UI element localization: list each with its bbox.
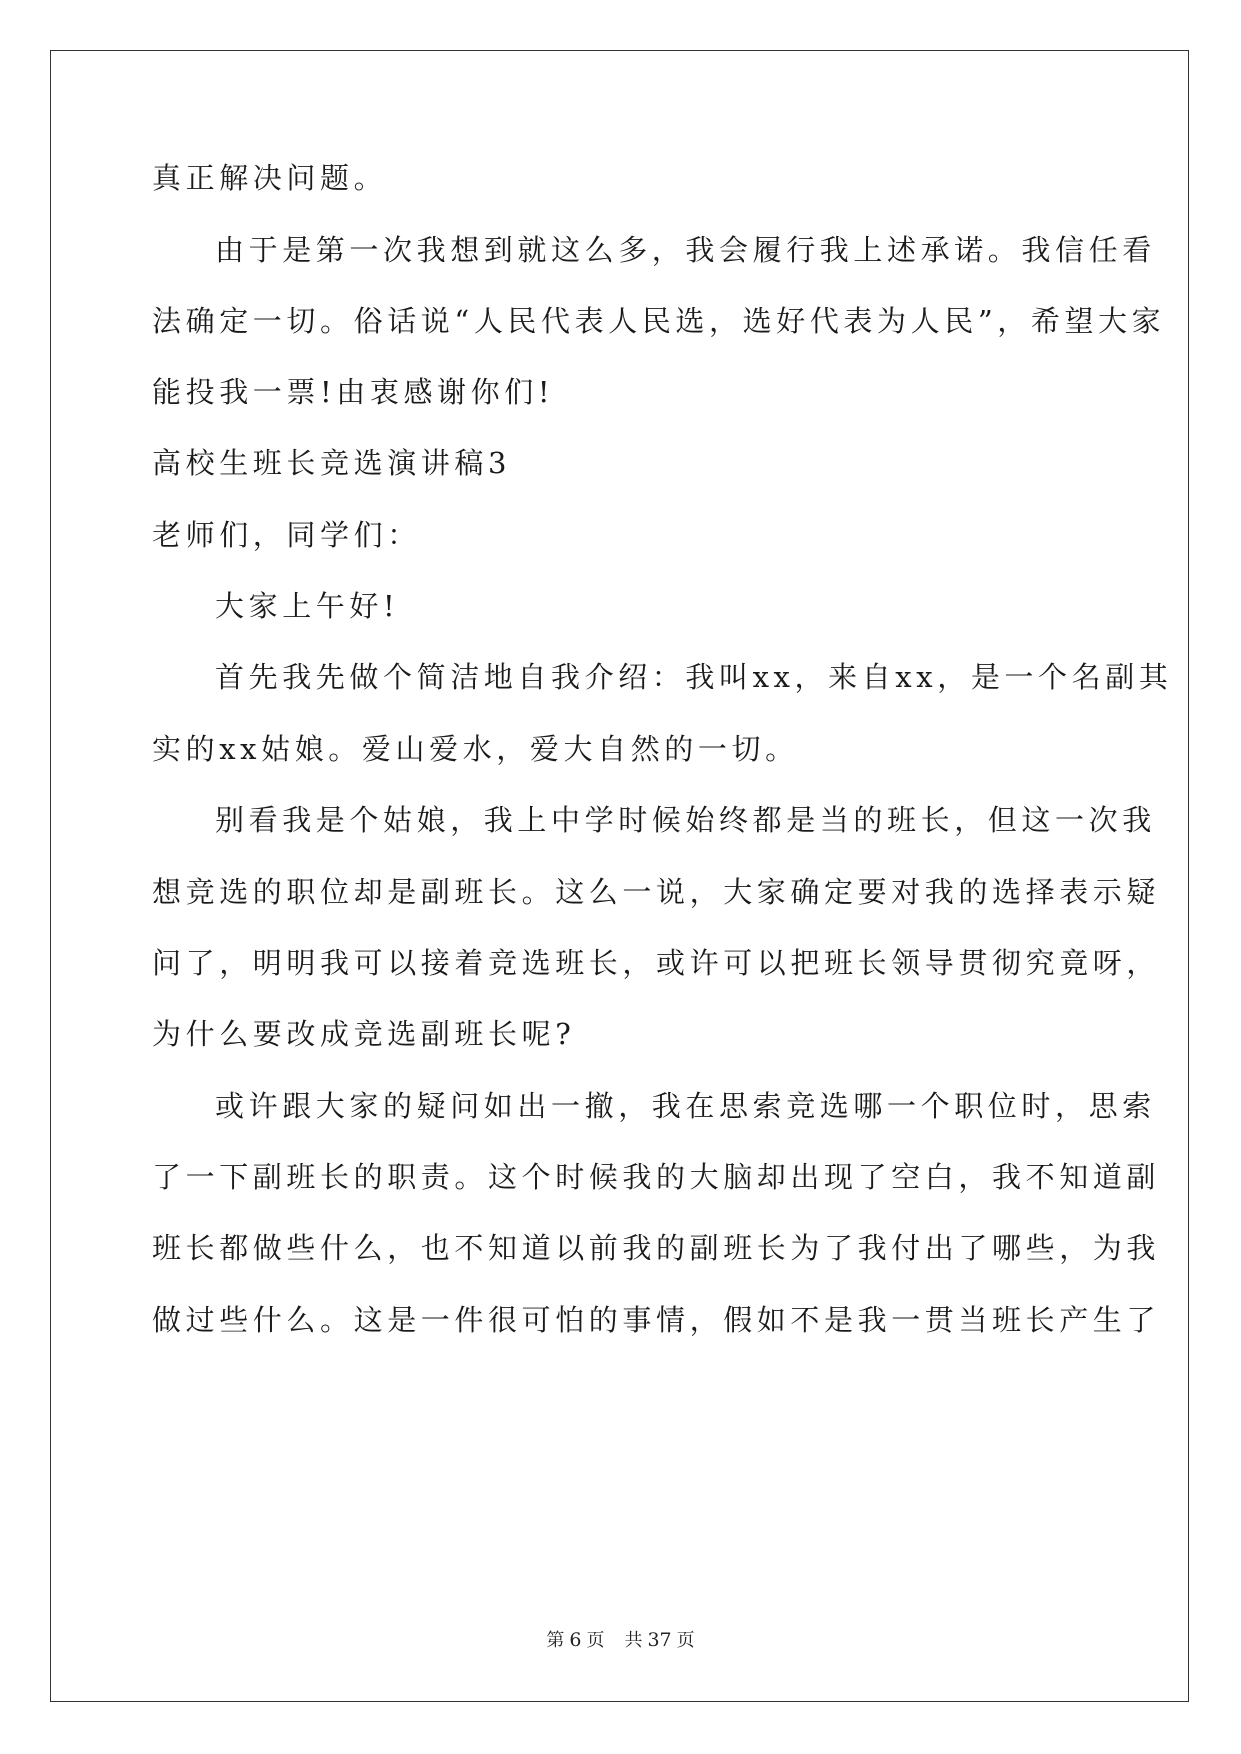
text-line-2: 由于是第一次我想到就这么多，我会履行我上述承诺。我信任看 <box>215 233 1156 267</box>
footer-total-pages: 37 <box>647 1629 672 1651</box>
section-heading: 高校生班长竞选演讲稿3 <box>152 446 512 480</box>
text-line-10: 别看我是个姑娘，我上中学时候始终都是当的班长，但这一次我 <box>215 803 1156 837</box>
salutation: 老师们，同学们： <box>152 518 421 552</box>
text-line-14: 或许跟大家的疑问如出一撤，我在思索竞选哪一个职位时，思索 <box>215 1089 1156 1123</box>
text-line-16: 班长都做些什么，也不知道以前我的副班长为了我付出了哪些，为我 <box>152 1231 1161 1265</box>
footer-total-prefix: 共 <box>624 1630 643 1651</box>
text-line-1: 真正解决问题。 <box>152 161 388 195</box>
text-line-11: 想竞选的职位却是副班长。这么一说，大家确定要对我的选择表示疑 <box>152 875 1161 909</box>
footer-page-word: 页 <box>586 1630 605 1651</box>
footer-prefix: 第 <box>546 1630 565 1651</box>
text-line-4: 能投我一票!由衷感谢你们! <box>152 375 555 409</box>
footer-total-word: 页 <box>676 1630 695 1651</box>
text-line-15: 了一下副班长的职责。这个时候我的大脑却出现了空白，我不知道副 <box>152 1160 1161 1194</box>
text-line-13: 为什么要改成竞选副班长呢? <box>152 1017 576 1051</box>
greeting: 大家上午好! <box>215 589 400 623</box>
text-line-8: 首先我先做个简洁地自我介绍：我叫xx，来自xx，是一个名副其 <box>215 660 1173 694</box>
footer-current-page: 6 <box>569 1629 582 1651</box>
text-line-12: 问了，明明我可以接着竞选班长，或许可以把班长领导贯彻究竟呀， <box>152 946 1161 980</box>
text-line-3: 法确定一切。俗话说“人民代表人民选，选好代表为人民”，希望大家 <box>152 304 1166 338</box>
text-line-17: 做过些什么。这是一件很可怕的事情，假如不是我一贯当班长产生了 <box>152 1303 1161 1337</box>
page-footer <box>0 1628 1241 1653</box>
text-line-9: 实的xx姑娘。爱山爱水，爱大自然的一切。 <box>152 732 799 766</box>
